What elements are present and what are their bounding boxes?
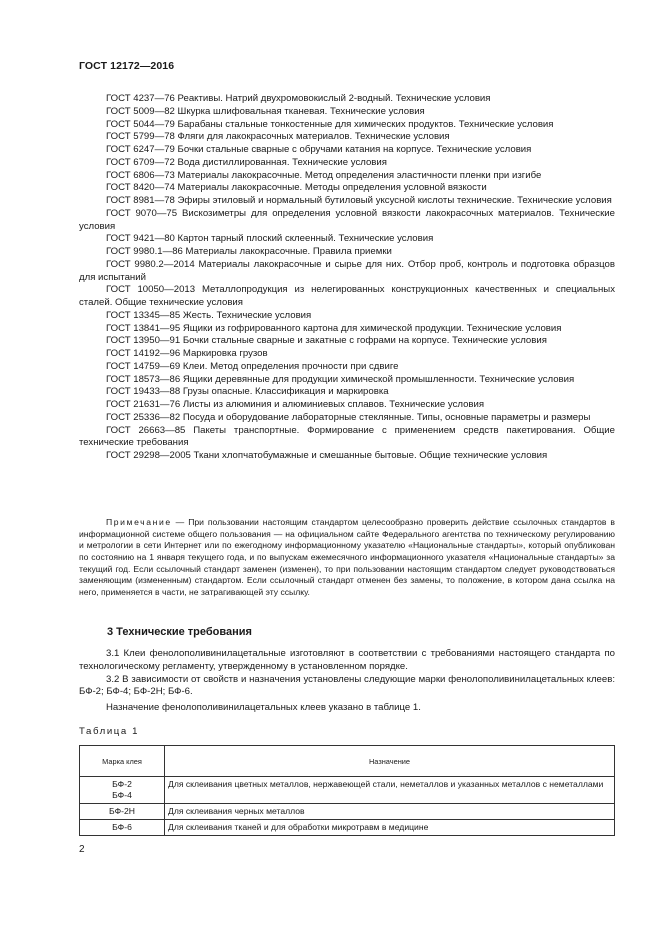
note-text: — При пользовании настоящим стандартом целесообразно проверить действие ссылочных стандартов в информационной системе общего пользования — на официальном сайте Федерального агентства по техническому регулированию и метрологии в сети Интернет или по ежегодному информационному указателю «Национальные стандарты», который опубликован по состоянию на 1 января текущего года, и по выпускам ежемесячного информационного указателя «Национальные стандарты» за текущий год. Если ссылочный стандарт заменен (изменен), то при пользовании настоящим стандартом следует руководствоваться заменяющим (измененным) стандартом. Если ссылочный стандарт отменен без замены, то положение, в котором дана ссылка на него, применяется в части, не затрагивающей эту ссылку. xyxy=(79,517,615,597)
reference-item: ГОСТ 9980.2—2014 Материалы лакокрасочные и сырье для них. Отбор проб, контроль и подготовка образцов для испытаний xyxy=(79,258,615,283)
reference-item: ГОСТ 8420—74 Материалы лакокрасочные. Методы определения условной вязкости xyxy=(106,182,487,194)
reference-item: ГОСТ 4237—76 Реактивы. Натрий двухромовокислый 2-водный. Технические условия xyxy=(106,93,491,104)
table-row xyxy=(80,777,615,804)
purpose-cell: Для склеивания цветных металлов, нержавеющей стали, неметаллов и указанных металлов с неметаллами xyxy=(165,777,615,804)
reference-item: ГОСТ 13950—91 Бочки стальные сварные и закатные с гофрами на корпусе. Технические условия xyxy=(106,335,547,347)
mark-value: БФ-2 xyxy=(112,779,132,789)
note-label: Примечание xyxy=(106,517,172,527)
paragraph: Назначение фенолополивинилацетальных клеев указано в таблице 1. xyxy=(106,702,421,713)
reference-item: ГОСТ 9421—80 Картон тарный плоский склеенный. Технические условия xyxy=(106,233,434,245)
reference-item: ГОСТ 19433—88 Грузы опасные. Классификация и маркировка xyxy=(106,386,389,398)
mark-cell: БФ-6 xyxy=(80,820,165,836)
reference-note xyxy=(79,517,615,599)
paragraph: 3.1 Клеи фенолополивинилацетальные изготовляют в соответствии с требованиями настоящего стандарта по технологическому регламенту, утвержденному в установленном порядке. xyxy=(79,648,615,672)
document-header: ГОСТ 12172—2016 xyxy=(79,60,175,72)
reference-item: ГОСТ 26663—85 Пакеты транспортные. Формирование с применением средств пакетирования. Общие технические требования xyxy=(79,424,615,449)
page-number: 2 xyxy=(79,844,85,855)
section-body xyxy=(79,648,615,715)
reference-item: ГОСТ 10050—2013 Металлопродукция из нелегированных конструкционных качественных и специальных сталей. Общие технические условия xyxy=(79,284,615,308)
reference-item: ГОСТ 6247—79 Бочки стальные сварные с обручами катания на корпусе. Технические условия xyxy=(106,144,532,155)
table-row xyxy=(80,804,615,820)
reference-item: ГОСТ 21631—76 Листы из алюминия и алюминиевых сплавов. Технические условия xyxy=(106,399,485,410)
table-caption: Таблица 1 xyxy=(79,726,140,737)
reference-item: ГОСТ 13841—95 Ящики из гофрированного картона для химической продукции. Технические условия xyxy=(106,322,562,334)
reference-item: ГОСТ 5799—78 Фляги для лакокрасочных материалов. Технические условия xyxy=(106,131,450,143)
purpose-table xyxy=(79,745,615,836)
reference-item: ГОСТ 13345—85 Жесть. Технические условия xyxy=(106,309,312,321)
reference-item: ГОСТ 6709—72 Вода дистиллированная. Технические условия xyxy=(106,156,387,168)
section-heading: 3 Технические требования xyxy=(107,626,252,638)
reference-item: ГОСТ 5044—79 Барабаны стальные тонкостенные для химических продуктов. Технические условия xyxy=(106,118,554,130)
mark-value: БФ-4 xyxy=(112,790,132,800)
reference-item: ГОСТ 8981—78 Эфиры этиловый и нормальный бутиловый уксусной кислоты технические. Технические условия xyxy=(106,195,612,206)
reference-item: ГОСТ 14759—69 Клеи. Метод определения прочности при сдвиге xyxy=(106,360,399,372)
purpose-cell: Для склеивания тканей и для обработки микротравм в медицине xyxy=(165,820,615,836)
references-list xyxy=(79,93,615,463)
column-header-mark: Марка клея xyxy=(80,746,165,777)
table-header-row xyxy=(80,746,615,777)
reference-item: ГОСТ 6806—73 Материалы лакокрасочные. Метод определения эластичности пленки при изгибе xyxy=(106,169,542,181)
reference-item: ГОСТ 18573—86 Ящики деревянные для продукции химической промышленности. Технические условия xyxy=(106,373,575,385)
purpose-cell: Для склеивания черных металлов xyxy=(165,804,615,820)
reference-item: ГОСТ 14192—96 Маркировка грузов xyxy=(106,348,268,359)
table-row xyxy=(80,820,615,836)
reference-item: ГОСТ 25336—82 Посуда и оборудование лабораторные стеклянные. Типы, основные параметры и размеры xyxy=(106,411,591,423)
reference-item: ГОСТ 9980.1—86 Материалы лакокрасочные. Правила приемки xyxy=(106,246,392,257)
mark-cell: БФ-2Н xyxy=(80,804,165,820)
reference-item: ГОСТ 29298—2005 Ткани хлопчатобумажные и смешанные бытовые. Общие технические условия xyxy=(106,450,548,461)
paragraph: 3.2 В зависимости от свойств и назначения установлены следующие марки фенолополивинилацетальных клеев: БФ-2; БФ-4; БФ-2Н; БФ-6. xyxy=(79,673,615,698)
mark-cell xyxy=(80,777,165,804)
column-header-purpose: Назначение xyxy=(165,746,615,777)
reference-item: ГОСТ 5009—82 Шкурка шлифовальная тканевая. Технические условия xyxy=(106,105,425,117)
reference-item: ГОСТ 9070—75 Вискозиметры для определения условной вязкости лакокрасочных материалов. Технические условия xyxy=(79,207,615,232)
